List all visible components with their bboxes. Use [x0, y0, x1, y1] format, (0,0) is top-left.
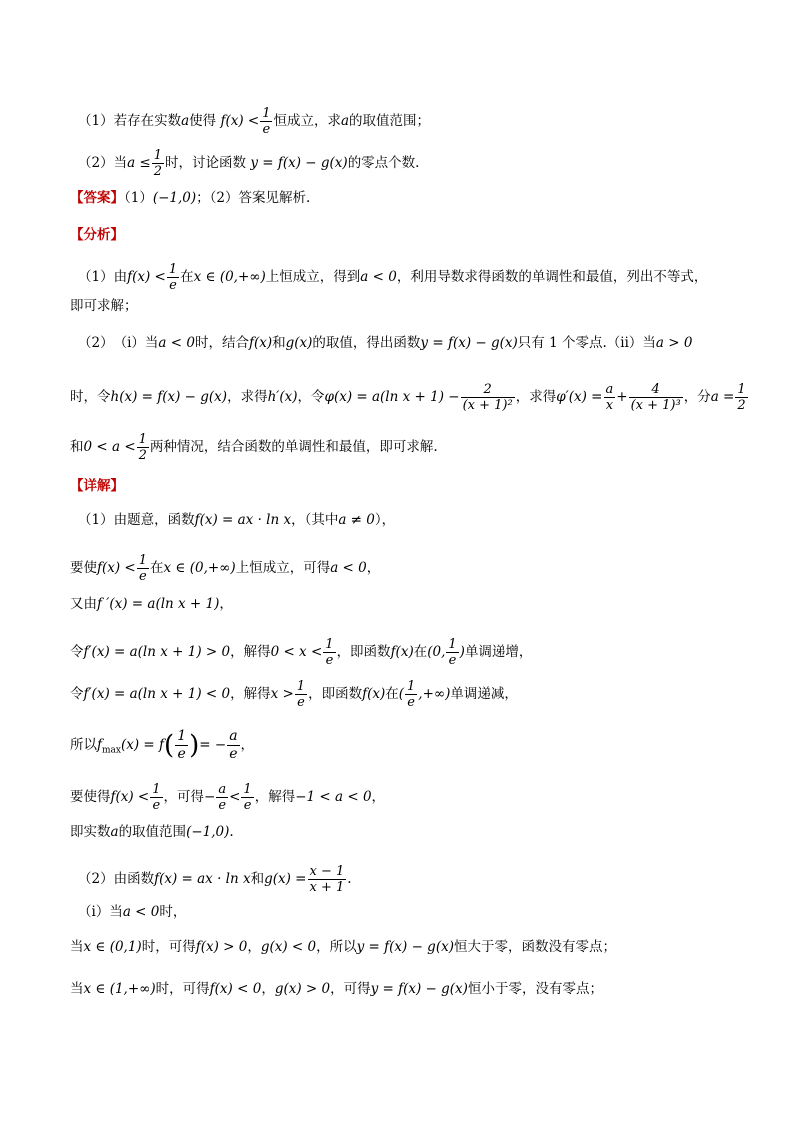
analysis-line-2: 即可求解； [70, 298, 138, 314]
answer-line: 【答案】（1）(−1,0)；（2）答案见解析. [70, 190, 311, 206]
detail-line-1: （1）由题意，函数f(x) = ax · ln x，（其中a ≠ 0）， [78, 512, 396, 528]
detail-line-9: （2）由函数f(x) = ax · ln x和g(x) = $\frac{x - 1}{x + 1}$ . [78, 864, 352, 895]
analysis-line-1: （1）由f(x) < $\frac{1}{e}$ 在x ∈ (0,+∞)上恒成立，得到a < 0，利用导数求得函数的单调性和最值，列出不等式， [78, 262, 708, 293]
question-part-2: （2）当a ≤ $\frac{1}{2}$ 时，讨论函数 y = f(x) − g(x)的零点个数. [78, 148, 420, 179]
detail-line-11: 当x ∈ (0,1)时，可得f(x) > 0，g(x) < 0，所以y = f(x) − g(x)恒大于零，函数没有零点； [70, 939, 616, 955]
detail-line-2: 要使f(x) < $\frac{1}{e}$ 在x ∈ (0,+∞)上恒成立，可得a < 0， [70, 553, 381, 584]
detail-line-5: 令f′(x) = a(ln x + 1) < 0，解得x > $\frac{1}{e}$ ，即函数f(x)在( $\frac{1}{e}$ ,+∞)单调递减， [70, 679, 518, 710]
detail-line-10: （ⅰ）当a < 0时， [78, 904, 187, 920]
detail-line-12: 当x ∈ (1,+∞)时，可得f(x) < 0，g(x) > 0，可得y = f(x) − g(x)恒小于零，没有零点； [70, 981, 603, 997]
analysis-heading: 【分析】 [70, 227, 124, 243]
detail-line-3: 又由f ′(x) = a(ln x + 1)， [70, 596, 233, 612]
details-heading: 【详解】 [70, 478, 124, 494]
answer-label: 【答案】 [70, 190, 124, 206]
detail-line-8: 即实数a的取值范围(−1,0). [70, 824, 234, 840]
analysis-line-4: 时，令h(x) = f(x) − g(x)，求得h′(x)，令φ(x) = a(ln x + 1) − $\frac{2}{\text{(x + 1)²}}$ ，求得φ′(x) = $\frac{a}{x}$ + $\frac{4}{\text{(x + 1)³}}$ ，分a = $\frac{1}{2}$ [70, 382, 746, 413]
question-part-1: （1）若存在实数a使得 f(x) < $\frac{1}{e}$ 恒成立，求a的取值范围； [78, 106, 431, 137]
detail-line-6: 所以$f_{max}(x) = f$( $\frac{1}{e}$ )= − $\frac{a}{e}$ ， [70, 728, 255, 762]
detail-line-7: 要使得f(x) < $\frac{1}{e}$ ，可得− $\frac{a}{e}$ < $\frac{1}{e}$ ，解得−1 < a < 0， [70, 782, 386, 813]
detail-line-4: 令f′(x) = a(ln x + 1) > 0，解得0 < x < $\frac{1}{e}$ ，即函数f(x)在(0, $\frac{1}{e}$ )单调递增， [70, 637, 533, 668]
analysis-line-3: （2） （ⅰ）当a < 0时，结合f(x)和g(x)的取值，得出函数y = f(x) − g(x)只有 1 个零点.（ⅱ）当a > 0 [78, 335, 693, 351]
analysis-line-5: 和0 < a < $\frac{1}{2}$ 两种情况，结合函数的单调性和最值，即可求解. [70, 432, 438, 463]
